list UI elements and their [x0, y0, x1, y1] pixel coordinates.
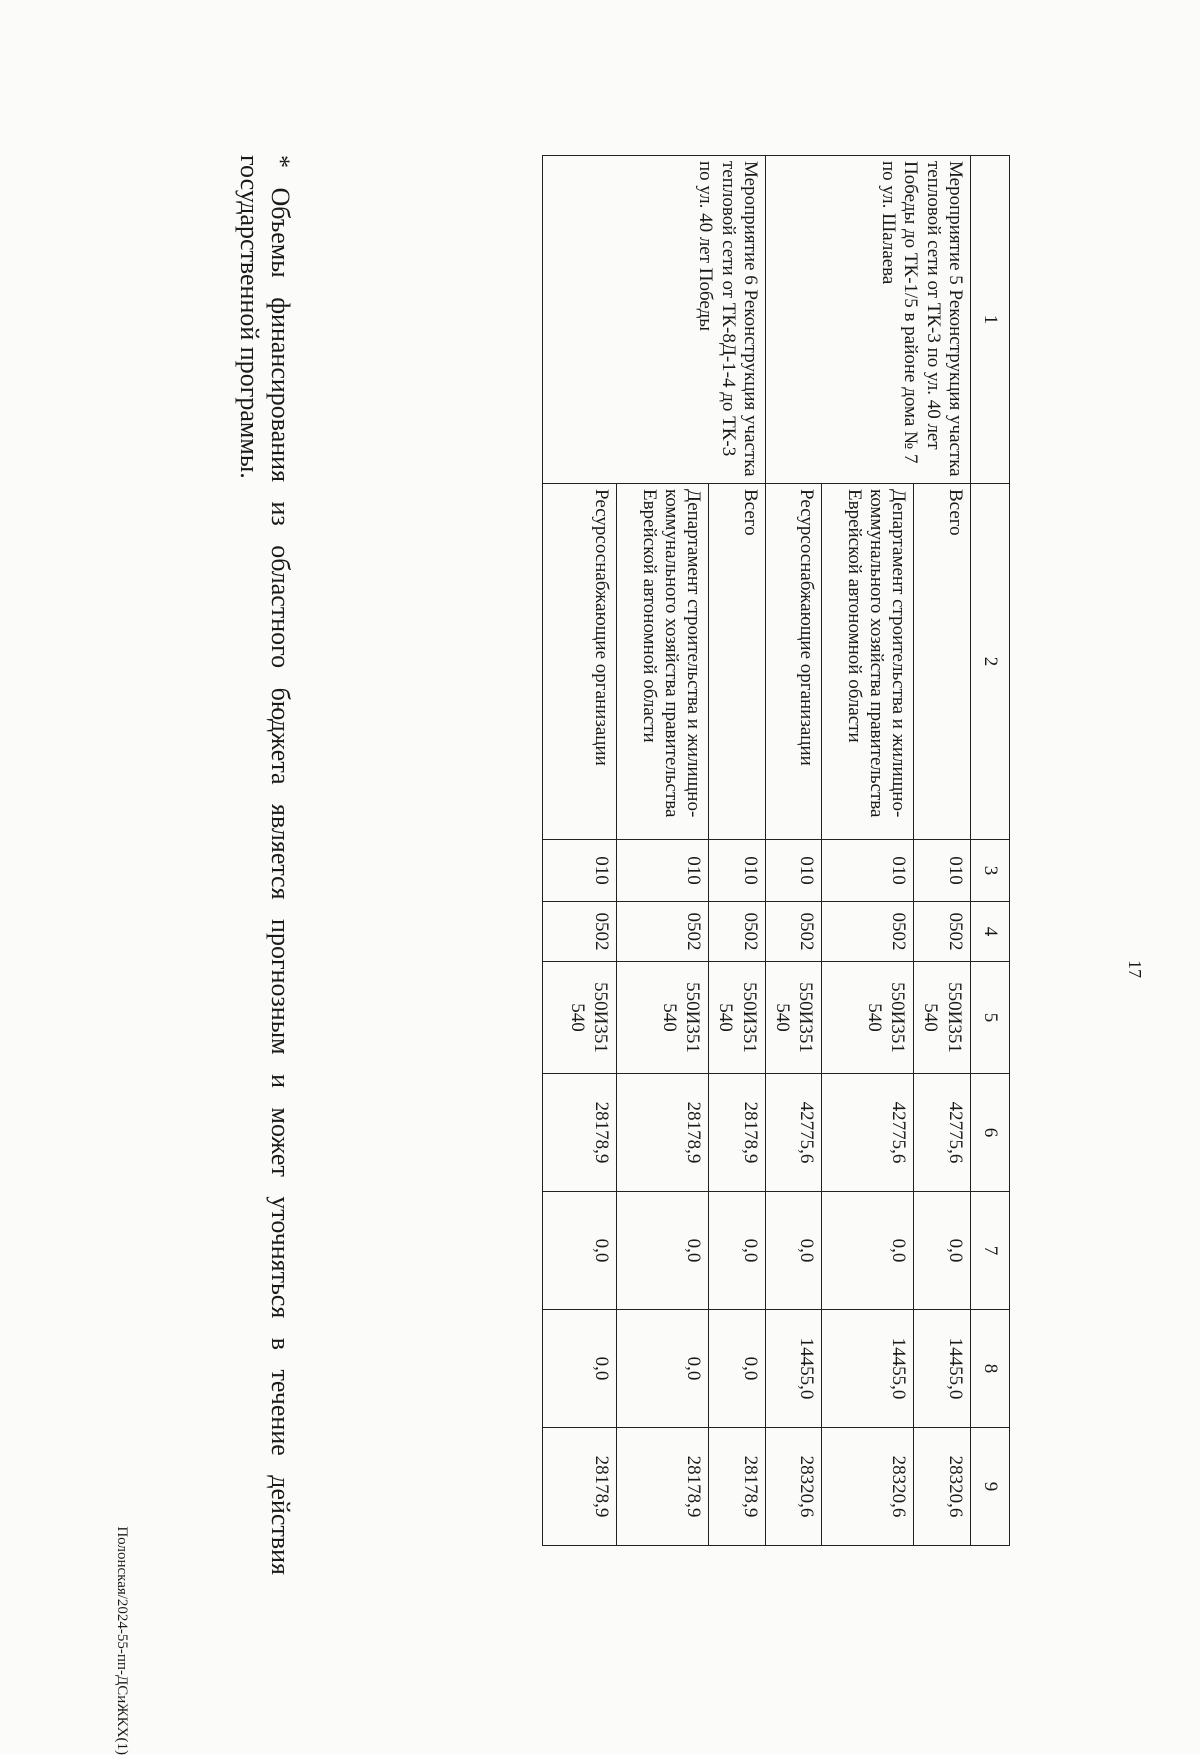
cell-col9: 28320,6 [822, 1428, 914, 1546]
row-label: Департамент строительства и жилищно-коммунального хозяйства правительства Еврейской автономной области [617, 484, 709, 840]
cell-col5 [914, 962, 971, 1074]
col-header: 6 [971, 1074, 1010, 1192]
cell-col5 [709, 962, 766, 1074]
cell-col4: 0502 [766, 902, 823, 962]
cell-col4: 0502 [617, 902, 709, 962]
cell-col5 [766, 962, 823, 1074]
cell-col7: 0,0 [543, 1192, 617, 1310]
cell-col3: 010 [766, 840, 823, 902]
cell-col6: 42775,6 [822, 1074, 914, 1192]
cell-col9: 28178,9 [543, 1428, 617, 1546]
cell-col9: 28320,6 [766, 1428, 823, 1546]
col-header: 8 [971, 1310, 1010, 1428]
cell-col6: 28178,9 [617, 1074, 709, 1192]
row-label: Всего [914, 484, 971, 840]
cell-col5 [543, 962, 617, 1074]
page-number: 17 [1125, 960, 1145, 978]
cell-col5-sub: 540 [715, 1003, 737, 1032]
cell-col8: 0,0 [617, 1310, 709, 1428]
rotated-page [0, 155, 1145, 1755]
cell-col5-code: 550И351 [682, 982, 704, 1053]
col-header: 9 [971, 1428, 1010, 1546]
cell-col4: 0502 [543, 902, 617, 962]
cell-col7: 0,0 [617, 1192, 709, 1310]
cell-col7: 0,0 [766, 1192, 823, 1310]
cell-col6: 42775,6 [766, 1074, 823, 1192]
cell-col3: 010 [709, 840, 766, 902]
col-header: 4 [971, 902, 1010, 962]
cell-col3: 010 [822, 840, 914, 902]
cell-col7: 0,0 [709, 1192, 766, 1310]
cell-col5-sub: 540 [863, 1003, 885, 1032]
cell-col6: 28178,9 [709, 1074, 766, 1192]
cell-col4: 0502 [822, 902, 914, 962]
cell-col8: 14455,0 [766, 1310, 823, 1428]
row-label: Всего [709, 484, 766, 840]
cell-col7: 0,0 [822, 1192, 914, 1310]
cell-col3: 010 [617, 840, 709, 902]
cell-col8: 14455,0 [914, 1310, 971, 1428]
cell-col5-code: 550И351 [944, 982, 965, 1053]
cell-col6: 28178,9 [543, 1074, 617, 1192]
cell-col9: 28178,9 [617, 1428, 709, 1546]
row-label: Департамент строительства и жилищно-коммунального хозяйства правительства Еврейской автономной области [822, 484, 914, 840]
cell-col5-sub: 540 [658, 1003, 680, 1032]
cell-col5 [617, 962, 709, 1074]
cell-col5 [822, 962, 914, 1074]
cell-col9: 28320,6 [914, 1428, 971, 1546]
cell-col7: 0,0 [914, 1192, 971, 1310]
col-header: 3 [971, 840, 1010, 902]
cell-col5-code: 550И351 [887, 982, 909, 1053]
cell-col3: 010 [543, 840, 617, 902]
measure-title: Мероприятие 5 Реконструкция участка тепловой сети от ТК-3 по ул. 40 лет Победы до ТК-1/5 в районе дома № 7 по ул. Шалаева [766, 156, 971, 484]
cell-col5-sub: 540 [920, 1003, 942, 1032]
col-header: 5 [971, 962, 1010, 1074]
cell-col4: 0502 [709, 902, 766, 962]
cell-col5-sub: 540 [771, 1003, 793, 1032]
table-row [709, 156, 766, 1546]
col-header: 2 [971, 484, 1010, 840]
cell-col8: 0,0 [543, 1310, 617, 1428]
cell-col4: 0502 [914, 902, 971, 962]
row-label: Ресурсоснабжающие организации [543, 484, 617, 840]
table-header-row [971, 156, 1010, 1546]
measure-title: Мероприятие 6 Реконструкция участка тепловой сети от ТК-8Д-1-4 до ТК-3 по ул. 40 лет Победы [543, 156, 766, 484]
cell-col6: 42775,6 [914, 1074, 971, 1192]
table-row [914, 156, 971, 1546]
cell-col5-code: 550И351 [795, 982, 817, 1053]
col-header: 1 [971, 156, 1010, 484]
col-header: 7 [971, 1192, 1010, 1310]
cell-col8: 14455,0 [822, 1310, 914, 1428]
cell-col5-sub: 540 [566, 1003, 588, 1032]
cell-col5-code: 550И351 [590, 982, 612, 1053]
cell-col8: 0,0 [709, 1310, 766, 1428]
footnote: * Объемы финансирования из областного бюджета является прогнозным и может уточняться в течение действия государственной программы. [234, 155, 295, 1575]
budget-table [543, 155, 1011, 1546]
footer-reference: Полонская/2024-55-пп-ДСиЖКХ(1) [114, 1526, 130, 1755]
cell-col9: 28178,9 [709, 1428, 766, 1546]
row-label: Ресурсоснабжающие организации [766, 484, 823, 840]
cell-col3: 010 [914, 840, 971, 902]
cell-col5-code: 550И351 [739, 982, 760, 1053]
